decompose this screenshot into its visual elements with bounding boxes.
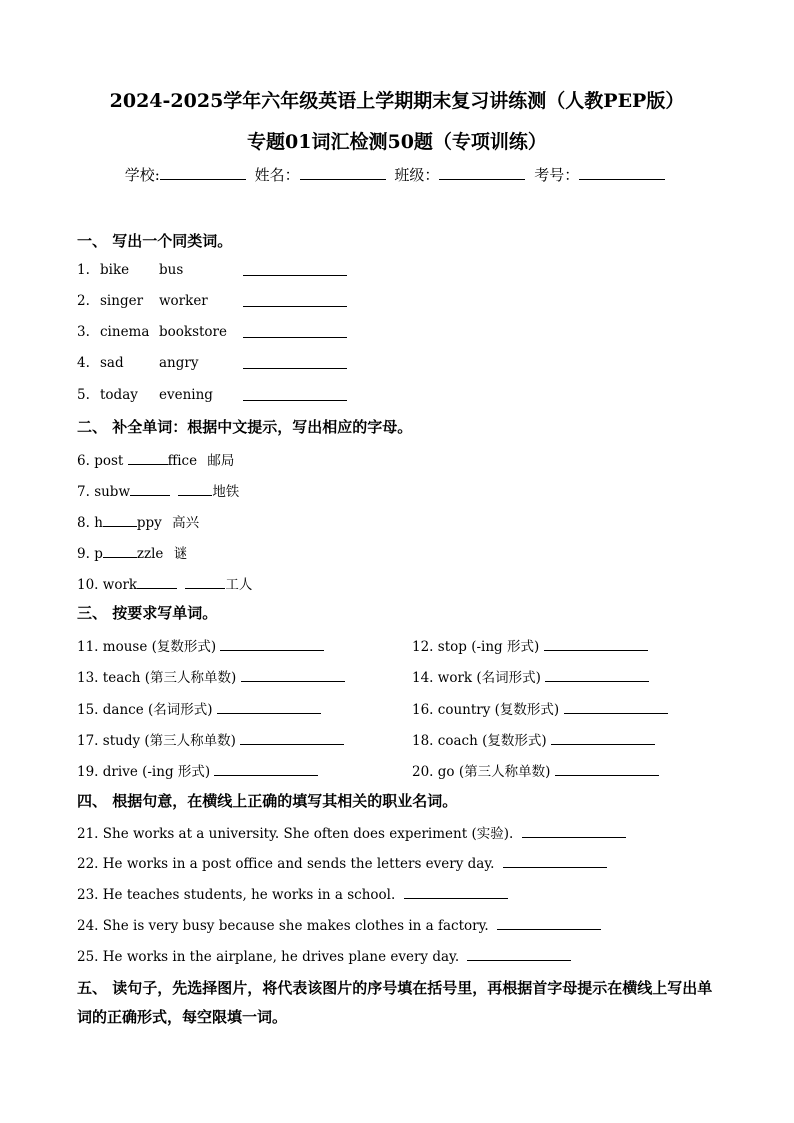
word-1: bike <box>100 262 130 278</box>
question-number: 10. <box>77 577 99 593</box>
chinese-hint: 高兴 <box>172 515 200 531</box>
question-row <box>77 542 187 562</box>
answer-blank[interactable] <box>241 668 345 682</box>
question-number: 13. <box>77 670 99 686</box>
question-text: drive (-ing 形式) <box>102 764 211 780</box>
question-number: 7. <box>77 484 90 500</box>
question-number: 3. <box>77 324 90 340</box>
word-1: today <box>100 387 138 403</box>
question-number: 23. <box>77 887 99 903</box>
answer-blank[interactable] <box>545 668 649 682</box>
question-number: 14. <box>412 670 434 686</box>
answer-blank[interactable] <box>522 824 626 838</box>
question-row <box>77 729 727 749</box>
question-row <box>77 480 239 500</box>
answer-blank[interactable] <box>220 637 324 651</box>
number-label: 考号： <box>534 166 580 184</box>
word-prefix: work <box>102 577 138 593</box>
answer-blank[interactable] <box>544 637 648 651</box>
word-2: bus <box>159 262 184 278</box>
student-info-line <box>0 164 794 185</box>
question-text: stop (-ing 形式) <box>437 639 540 655</box>
question-row <box>77 698 727 718</box>
question-row <box>77 916 601 936</box>
question-number: 22. <box>77 856 99 872</box>
question-text: work (名词形式) <box>437 670 541 686</box>
question-text: She works at a university. She often does experiment (实验). <box>102 826 514 842</box>
question-row <box>77 635 727 655</box>
answer-blank[interactable] <box>103 544 137 558</box>
school-blank[interactable] <box>160 165 246 180</box>
question-text: teach (第三人称单数) <box>102 670 237 686</box>
question-row <box>77 511 199 531</box>
question-row <box>77 947 571 967</box>
question-text: She is very busy because she makes clothes in a factory. <box>102 918 489 934</box>
word-2: worker <box>159 293 208 309</box>
question-text: He works in the airplane, he drives plane every day. <box>102 949 460 965</box>
question-row <box>77 885 508 905</box>
section-5-heading: 五、 读句子，先选择图片，将代表该图片的序号填在括号里，再根据首字母提示在横线上写出单词的正确形式，每空限填一词。 <box>77 979 713 1026</box>
answer-blank[interactable] <box>243 293 347 307</box>
answer-blank[interactable] <box>243 262 347 276</box>
answer-blank[interactable] <box>497 916 601 930</box>
section-2-heading: 二、 补全单词：根据中文提示，写出相应的字母。 <box>77 418 413 436</box>
answer-blank[interactable] <box>217 700 321 714</box>
answer-blank[interactable] <box>404 885 508 899</box>
answer-blank[interactable] <box>503 854 607 868</box>
question-number: 4. <box>77 355 90 371</box>
answer-blank[interactable] <box>243 324 347 338</box>
chinese-hint: 地铁 <box>212 484 240 500</box>
answer-blank[interactable] <box>240 731 344 745</box>
question-row <box>77 760 727 780</box>
question-number: 1. <box>77 262 90 278</box>
page-title: 2024-2025学年六年级英语上学期期末复习讲练测（人教PEP版） <box>109 90 685 112</box>
question-row <box>77 822 626 842</box>
answer-blank[interactable] <box>103 513 137 527</box>
answer-blank[interactable] <box>185 575 225 589</box>
answer-blank[interactable] <box>178 482 212 496</box>
question-row <box>77 573 252 593</box>
chinese-hint: 谜 <box>173 546 188 562</box>
question-number: 9. <box>77 546 90 562</box>
answer-blank[interactable] <box>564 700 668 714</box>
word-1: singer <box>100 293 144 309</box>
page-subtitle: 专题01词汇检测50题（专项训练） <box>247 131 547 153</box>
word-prefix: p <box>94 546 103 562</box>
question-number: 15. <box>77 702 99 718</box>
question-number: 20. <box>412 764 434 780</box>
question-number: 11. <box>77 639 99 655</box>
word-2: bookstore <box>159 324 228 340</box>
class-label: 班级： <box>394 166 440 184</box>
word-1: sad <box>100 355 124 371</box>
question-number: 24. <box>77 918 99 934</box>
question-text: dance (名词形式) <box>102 702 213 718</box>
question-number: 21. <box>77 826 99 842</box>
answer-blank[interactable] <box>243 355 347 369</box>
question-text: study (第三人称单数) <box>102 733 236 749</box>
section-4-heading: 四、 根据句意，在横线上正确的填写其相关的职业名词。 <box>77 792 458 810</box>
answer-blank[interactable] <box>243 387 347 401</box>
answer-blank[interactable] <box>128 451 168 465</box>
question-number: 18. <box>412 733 434 749</box>
question-text: go (第三人称单数) <box>437 764 551 780</box>
word-prefix: post <box>94 453 128 469</box>
word-suffix: ffice <box>167 453 198 469</box>
name-blank[interactable] <box>300 165 386 180</box>
question-text: coach (复数形式) <box>437 733 547 749</box>
question-text: mouse (复数形式) <box>102 639 217 655</box>
answer-blank[interactable] <box>555 762 659 776</box>
question-number: 19. <box>77 764 99 780</box>
name-label: 姓名： <box>254 166 300 184</box>
question-number: 8. <box>77 515 90 531</box>
answer-blank[interactable] <box>214 762 318 776</box>
section-3-heading: 三、 按要求写单词。 <box>77 604 218 622</box>
class-blank[interactable] <box>439 165 525 180</box>
question-number: 25. <box>77 949 99 965</box>
question-number: 12. <box>412 639 434 655</box>
question-text: He teaches students, he works in a school. <box>102 887 396 903</box>
school-label: 学校: <box>124 166 160 184</box>
section-1-heading: 一、 写出一个同类词。 <box>77 232 233 250</box>
word-1: cinema <box>100 324 150 340</box>
question-row <box>77 666 727 686</box>
word-2: evening <box>159 387 213 403</box>
word-2: angry <box>159 355 199 371</box>
question-row <box>77 854 607 874</box>
question-number: 2. <box>77 293 90 309</box>
word-prefix: h <box>94 515 103 531</box>
question-number: 16. <box>412 702 434 718</box>
question-number: 17. <box>77 733 99 749</box>
chinese-hint: 邮局 <box>207 453 235 469</box>
answer-blank[interactable] <box>551 731 655 745</box>
word-suffix: zzle <box>136 546 164 562</box>
question-number: 6. <box>77 453 90 469</box>
question-text: country (复数形式) <box>437 702 560 718</box>
number-blank[interactable] <box>579 165 665 180</box>
answer-blank[interactable] <box>467 947 571 961</box>
answer-blank[interactable] <box>137 575 177 589</box>
word-suffix: ppy <box>136 515 162 531</box>
question-row <box>77 449 234 469</box>
chinese-hint: 工人 <box>225 577 253 593</box>
question-text: He works in a post office and sends the letters every day. <box>102 856 495 872</box>
answer-blank[interactable] <box>130 482 170 496</box>
question-number: 5. <box>77 387 90 403</box>
word-prefix: subw <box>94 484 131 500</box>
